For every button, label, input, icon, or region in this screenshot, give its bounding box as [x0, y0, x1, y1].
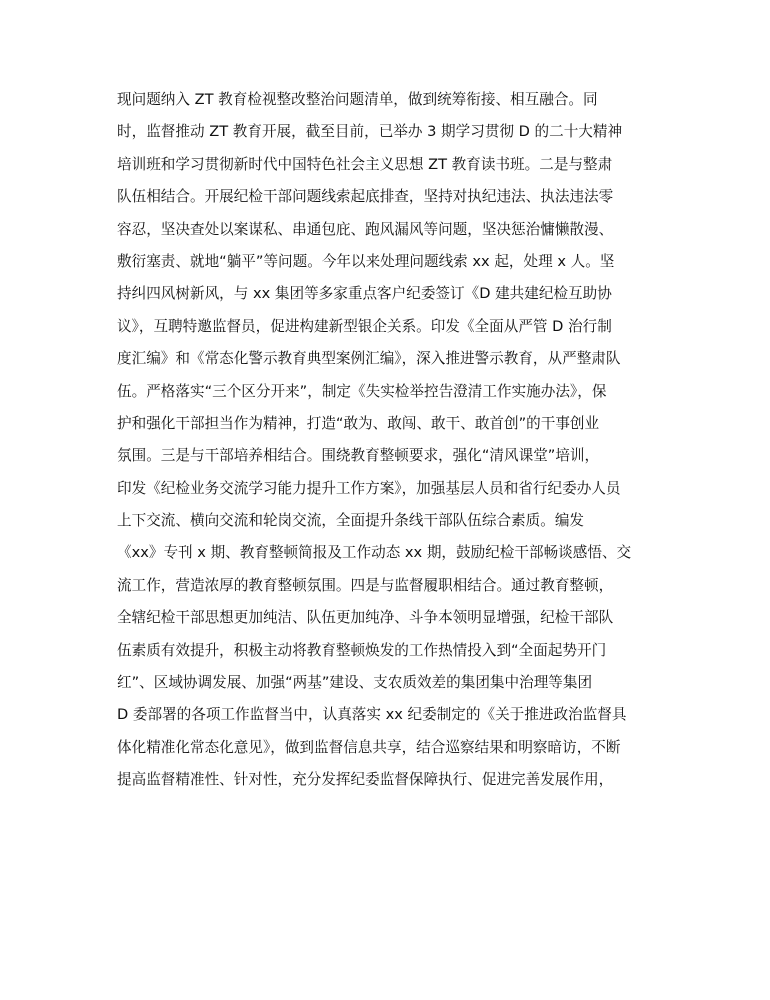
text-line-11: 护和强化干部担当作为精神，打造“敢为、敢闯、敢干、敢首创”的干事创业: [117, 414, 600, 432]
text-line-15: 《xx》专刊 x 期、教育整顿简报及工作动态 xx 期，鼓励纪检干部畅谈感悟、交: [117, 544, 632, 562]
text-line-18: 伍素质有效提升，积极主动将教育整顿焕发的工作热情投入到“全面起势开门: [117, 641, 607, 659]
text-line-8: 议》，互聘特邀监督员，促进构建新型银企关系。印发《全面从严管 D 治行制: [117, 317, 612, 335]
text-line-6: 敷衍塞责、就地“躺平”等问题。今年以来处理问题线索 xx 起，处理 x 人。坚: [117, 252, 615, 270]
text-line-20: D 委部署的各项工作监督当中，认真落实 xx 纪委制定的《关于推进政治监督具: [117, 706, 627, 724]
text-line-21: 体化精准化常态化意见》，做到监督信息共享，结合巡察结果和明察暗访，不断: [117, 738, 621, 756]
text-line-19: 红”、区域协调发展、加强“两基”建设、支农质效差的集团集中治理等集团: [117, 674, 593, 692]
text-line-1: 现问题纳入 ZT 教育检视整改整治问题清单，做到统筹衔接、相互融合。同: [117, 91, 598, 108]
text-line-9: 度汇编》和《常态化警示教育典型案例汇编》，深入推进警示教育，从严整肃队: [117, 350, 621, 368]
text-line-16: 流工作，营造浓厚的教育整顿氛围。四是与监督履职相结合。通过教育整顿，: [117, 576, 614, 594]
text-line-3: 培训班和学习贯彻新时代中国特色社会主义思想 ZT 教育读书班。二是与整肃: [117, 155, 613, 173]
text-line-12: 氛围。三是与干部培养相结合。围绕教育整顿要求，强化“清风课堂”培训，: [117, 447, 600, 465]
text-line-14: 上下交流、横向交流和轮岗交流，全面提升条线干部队伍综合素质。编发: [117, 512, 585, 530]
text-line-4: 队伍相结合。开展纪检干部问题线索起底排查，坚持对执纪违法、执法违法零: [117, 188, 614, 206]
text-line-22: 提高监督精准性、针对性，充分发挥纪委监督保障执行、促进完善发展作用，: [117, 771, 614, 789]
body-text: [117, 84, 662, 797]
text-line-5: 容忍，坚决查处以案谋私、串通包庇、跑风漏风等问题，坚决惩治慵懒散漫、: [117, 220, 614, 238]
text-line-17: 全辖纪检干部思想更加纯洁、队伍更加纯净、斗争本领明显增强，纪检干部队: [117, 609, 614, 627]
text-line-13: 印发《纪检业务交流学习能力提升工作方案》，加强基层人员和省行纪委办人员: [117, 479, 621, 497]
text-line-2: 时，监督推动 ZT 教育开展，截至目前，已举办 3 期学习贯彻 D 的二十大精神: [117, 123, 623, 141]
text-line-10: 伍。严格落实“三个区分开来”，制定《失实检举控告澄清工作实施办法》，保: [117, 382, 607, 400]
text-line-7: 持纠四风树新风，与 xx 集团等多家重点客户纪委签订《D 建共建纪检互助协: [117, 285, 612, 303]
